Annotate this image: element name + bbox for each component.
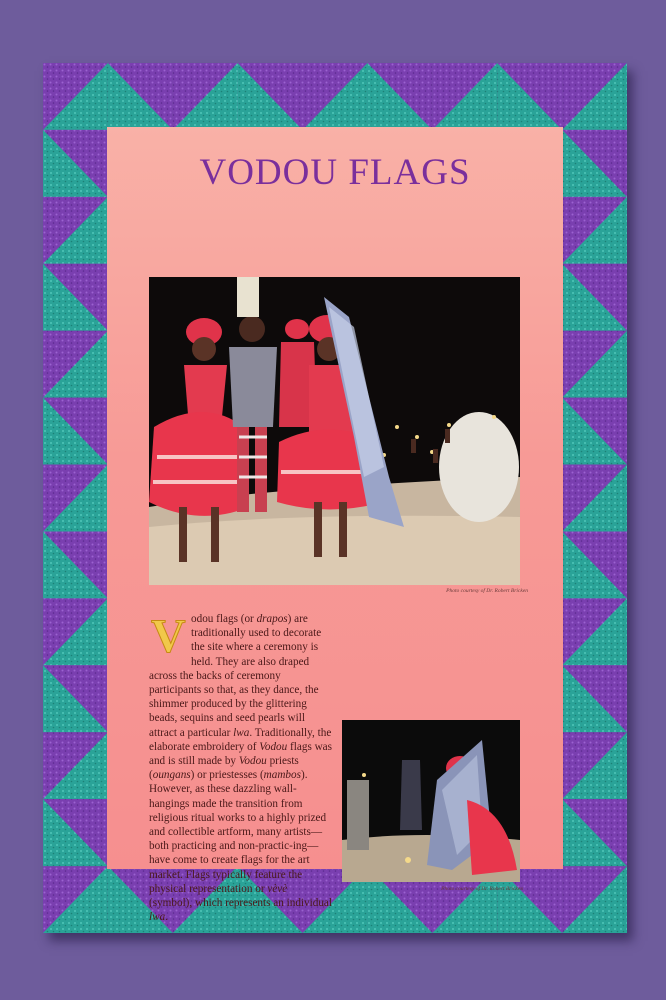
page-title: VODOU FLAGS [199, 152, 471, 193]
photo-credit-main: Photo courtesy of Dr. Robert Bricken [446, 588, 528, 594]
drop-cap-letter: V [151, 612, 186, 656]
body-paragraph: odou flags (or drapos) are traditionally used to decorate the site where a ceremony is held. They are also draped across the backs of ceremony participants so that, as they dance, the shimmer produced by the glittering beads, sequins and seed pearls will attract a particular lwa. Traditionally, the elaborate embroidery of Vodou flags was and is still made by Vodou priests (oungans) or priestesses (mambos). However, as these dazzling wall-hangings made the transition from religious ritual works to a highly prized and collectible artform, many artists—both practicing and non-practic-ing—have come to create flags for the art market. Flags typically feature the physical representation or vèvè (symbol), which represents an individual lwa. [149, 613, 332, 924]
ceremony-photo-small [342, 720, 520, 882]
ceremony-photo-main [149, 277, 520, 585]
drop-cap [149, 612, 191, 656]
content-panel [107, 127, 563, 924]
photo-credit-small: Photo courtesy of Dr. Robert Bricken [441, 886, 523, 892]
poster [43, 63, 627, 933]
